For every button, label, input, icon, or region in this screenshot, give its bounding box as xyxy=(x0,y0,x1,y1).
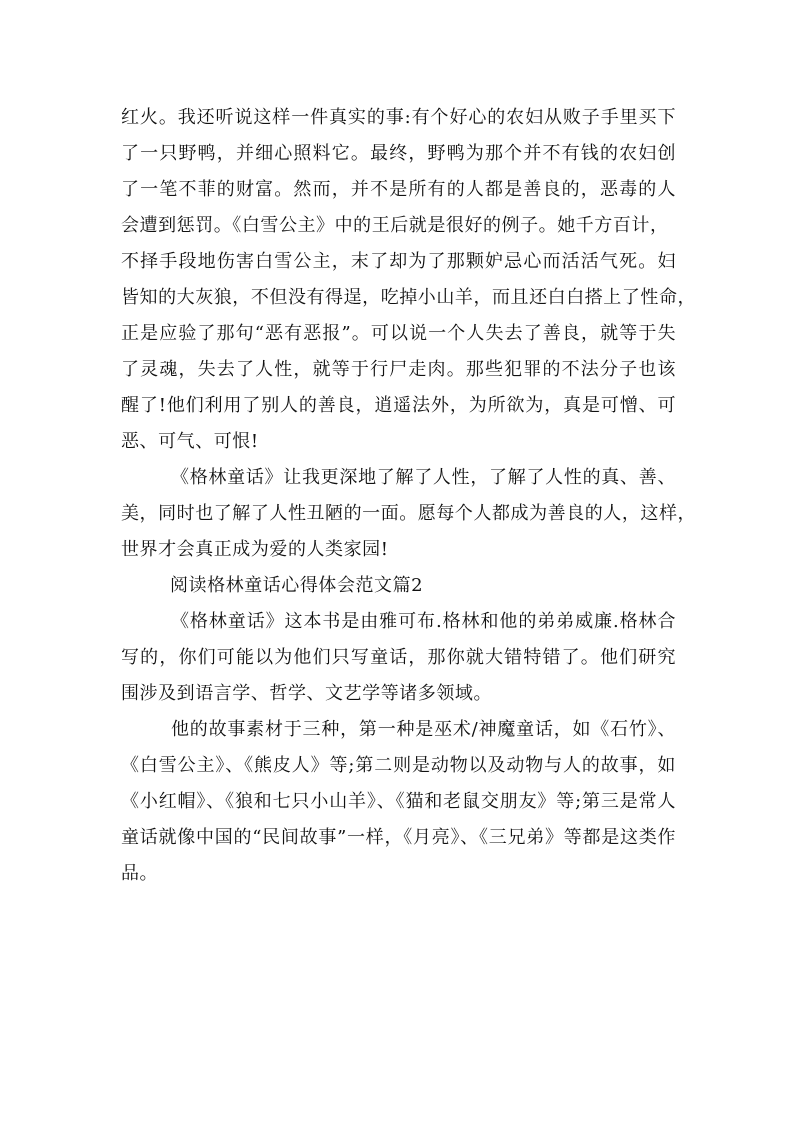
paragraph-line: 世界才会真正成为爱的人类家园! xyxy=(121,539,389,560)
paragraph-line: 皆知的大灰狼，不但没有得逞，吃掉小山羊，而且还白白搭上了性命， xyxy=(121,287,697,308)
paragraph-line: 了一笔不菲的财富。然而，并不是所有的人都是善良的，恶毒的人 xyxy=(121,179,676,200)
paragraph-first-line: 《格林童话》这本书是由雅可布.格林和他的弟弟威廉.格林合 xyxy=(171,611,676,632)
document-body xyxy=(121,100,697,892)
paragraph-first-line: 《格林童话》让我更深地了解了人性，了解了人性的真、善、 xyxy=(171,467,676,488)
paragraph-line: 了灵魂，失去了人性，就等于行尸走肉。那些犯罪的不法分子也该 xyxy=(121,359,676,380)
paragraph-line: 恶、可气、可恨! xyxy=(121,431,259,452)
section-heading: 阅读格林童话心得体会范文篇2 xyxy=(170,575,424,596)
paragraph-line: 会遭到惩罚。《白雪公主》中的王后就是很好的例子。她千方百计， xyxy=(121,215,669,236)
paragraph-line: 醒了!他们利用了别人的善良，逍遥法外，为所欲为，真是可憎、可 xyxy=(121,395,676,416)
paragraph-line: 《白雪公主》、《熊皮人》等;第二则是动物以及动物与人的故事，如 xyxy=(121,755,676,776)
paragraph-line: 不择手段地伤害白雪公主，末了却为了那颗妒忌心而活活气死。妇 xyxy=(121,251,676,272)
paragraph-line: 围涉及到语言学、哲学、文艺学等诸多领域。 xyxy=(121,683,492,704)
paragraph-line: 品。 xyxy=(121,863,159,884)
paragraph-first-line: 他的故事素材于三种，第一种是巫术/神魔童话，如《石竹》、 xyxy=(171,719,676,740)
paragraph-line: 写的，你们可能以为他们只写童话，那你就大错特错了。他们研究 xyxy=(121,647,676,668)
paragraph-line: 美，同时也了解了人性丑陋的一面。愿每个人都成为善良的人，这样， xyxy=(121,503,697,524)
paragraph-line: 红火。我还听说这样一件真实的事:有个好心的农妇从败子手里买下 xyxy=(121,107,676,128)
paragraph-line: 童话就像中国的“民间故事”一样，《月亮》、《三兄弟》等都是这类作 xyxy=(121,827,676,848)
paragraph-line: 《小红帽》、《狼和七只小山羊》、《猫和老鼠交朋友》等;第三是常人 xyxy=(121,791,676,812)
paragraph-line: 正是应验了那句“恶有恶报”。可以说一个人失去了善良，就等于失 xyxy=(121,323,676,344)
paragraph-line: 了一只野鸭，并细心照料它。最终，野鸭为那个并不有钱的农妇创 xyxy=(121,143,676,164)
